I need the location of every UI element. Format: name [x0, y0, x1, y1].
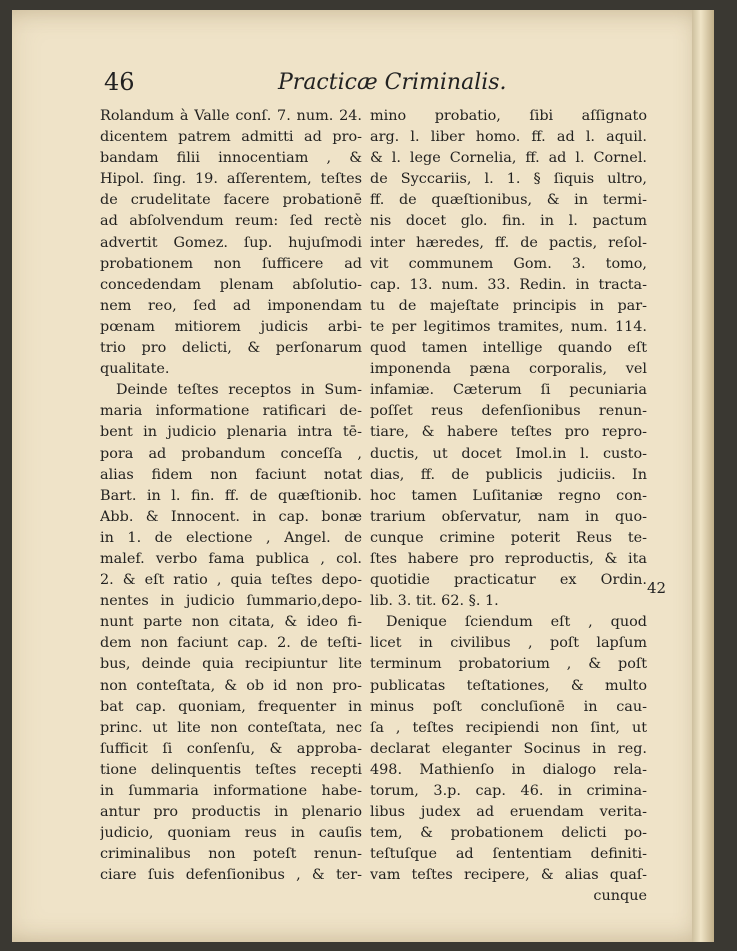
text-line: nem reo, ſed ad imponendam — [100, 297, 362, 314]
left-column — [100, 106, 362, 886]
text-line: princ. ut lite non conteſtata, nec — [100, 719, 362, 736]
text-line: quod tamen intellige quando eſt — [370, 340, 647, 357]
text-line: tione delinquentis teſtes recepti — [100, 761, 362, 778]
text-line: trio pro delicti, & perſonarum — [100, 340, 362, 357]
text-line: Deinde teſtes receptos in Sum- — [116, 382, 362, 399]
text-line: malef. verbo fama publica , col. — [100, 550, 362, 567]
text-line: vit communem Gom. 3. tomo, — [370, 255, 647, 272]
text-line: dem non faciunt cap. 2. de teſti- — [100, 635, 362, 652]
text-line: Abb. & Innocent. in cap. bonæ — [100, 508, 362, 525]
text-line: bent in judicio plenaria intra tē- — [100, 424, 362, 441]
text-line: advertit Gomez. ſup. hujuſmodi — [100, 234, 362, 251]
text-line: dias, ff. de publicis judiciis. In — [370, 466, 647, 483]
page-number: 46 — [104, 68, 135, 96]
text-line: quotidie practicatur ex Ordin. — [370, 572, 647, 589]
text-line: & l. lege Cornelia, ff. ad l. Cornel. — [370, 150, 647, 167]
text-line: declarat eleganter Socinus in reg. — [370, 740, 647, 757]
text-line: concedendam plenam abſolutio- — [100, 276, 362, 293]
text-line: ſa , teſtes recipiendi non ſint, ut — [370, 719, 647, 736]
text-line: de Syccariis, l. 1. § ſiquis ultro, — [370, 171, 647, 188]
text-line: lib. 3. tit. 62. §. 1. — [370, 593, 499, 610]
text-line: libus judex ad eruendam verita- — [370, 804, 647, 821]
text-line: bus, deinde quia recipiuntur lite — [100, 656, 362, 673]
text-line: pora ad probandum conceſſa , — [100, 445, 362, 462]
text-line: publicatas teſtationes, & multo — [370, 677, 647, 694]
text-line: de crudelitate facere probationē — [100, 192, 362, 209]
text-line: ad abſolvendum reum: ſed rectè — [100, 213, 362, 230]
text-line: arg. l. liber homo. ff. ad l. aquil. — [370, 129, 647, 146]
running-title: Practicæ Criminalis. — [278, 70, 507, 95]
text-line: tu de majeſtate principis in par- — [370, 297, 647, 314]
text-line: criminalibus non poteſt renun- — [100, 846, 362, 863]
text-line: Hipol. ſing. 19. aſſerentem, teſtes — [100, 171, 362, 188]
text-line: probationem non ſufficere ad — [100, 255, 362, 272]
text-line: Rolandum à Valle conſ. 7. num. 24. — [100, 108, 362, 124]
text-line: licet in civilibus , poſt lapſum — [370, 635, 647, 652]
text-line: 498. Mathienſo in dialogo rela- — [370, 761, 647, 778]
text-line: nis docet glo. fin. in l. pactum — [370, 213, 647, 230]
text-line: infamiæ. Cæterum ſi pecuniaria — [370, 382, 647, 399]
text-line: ciare ſuis defenſionibus , & ter- — [100, 867, 362, 884]
text-line: cap. 13. num. 33. Redin. in tracta- — [370, 276, 647, 293]
text-line: ductis, ut docet Imol.in l. custo- — [370, 445, 647, 462]
text-line: judicio, quoniam reus in cauſis — [100, 825, 362, 842]
text-line: mino probatio, ſibi aſſignato — [370, 108, 647, 124]
text-line: non conteſtata, & ob id non pro- — [100, 677, 362, 694]
text-line: minus poſt concluſionē in cau- — [370, 698, 647, 715]
text-line: trarium obſervatur, nam in quo- — [370, 508, 647, 525]
page-edge — [692, 10, 714, 942]
margin-note: 42 — [647, 579, 667, 597]
right-column — [370, 106, 647, 908]
text-line: terminum probatorium , & poſt — [370, 656, 647, 673]
page-header — [104, 66, 644, 106]
text-line: inter hæredes, ff. de pactis, reſol- — [370, 234, 647, 251]
text-line: antur pro productis in plenario — [100, 804, 362, 821]
text-line: in 1. de electione , Angel. de — [100, 529, 362, 546]
text-line: dicentem patrem admitti ad pro- — [100, 129, 362, 146]
text-line: tem, & probationem delicti po- — [370, 825, 647, 842]
text-line: tiare, & habere teſtes pro repro- — [370, 424, 647, 441]
text-line: imponenda pæna corporalis, vel — [370, 361, 647, 378]
text-line: ff. de quæſtionibus, & in termi- — [370, 192, 647, 209]
text-line: pœnam mitiorem judicis arbi- — [100, 318, 362, 335]
text-line: qualitate. — [100, 361, 170, 378]
text-line: Bart. in l. fin. ff. de quæſtionib. — [100, 487, 362, 504]
text-line: maria informatione ratificari de- — [100, 403, 362, 420]
text-line: vam teſtes recipere, & alias quaſ- — [370, 867, 647, 884]
text-line: 2. & eſt ratio , quia teſtes depo- — [100, 572, 362, 589]
text-line: nentes in judicio ſummario,depo- — [100, 593, 362, 610]
text-line: te per legitimos tramites, num. 114. — [370, 318, 647, 335]
text-line: nunt parte non citata, & ideo fi- — [100, 614, 362, 631]
text-line: poſſet reus defenſionibus renun- — [370, 403, 647, 420]
text-line: bandam filii innocentiam , & — [100, 150, 362, 167]
text-line: alias fidem non faciunt notat — [100, 466, 362, 483]
text-line: bat cap. quoniam, frequenter in — [100, 698, 362, 715]
text-line: cunque crimine poterit Reus te- — [370, 529, 647, 546]
text-line: teſtuſque ad ſententiam definiti- — [370, 846, 647, 863]
text-line: ſtes habere pro reproductis, & ita — [370, 550, 647, 567]
text-line: cunque — [593, 888, 647, 905]
text-line: Denique ſciendum eſt , quod — [386, 614, 647, 631]
text-line: ſufficit ſi conſenſu, & approba- — [100, 740, 362, 757]
text-line: in ſummaria informatione habe- — [100, 783, 362, 799]
text-line: hoc tamen Luſitaniæ regno con- — [370, 487, 647, 504]
text-line: torum, 3.p. cap. 46. in crimina- — [370, 783, 647, 799]
